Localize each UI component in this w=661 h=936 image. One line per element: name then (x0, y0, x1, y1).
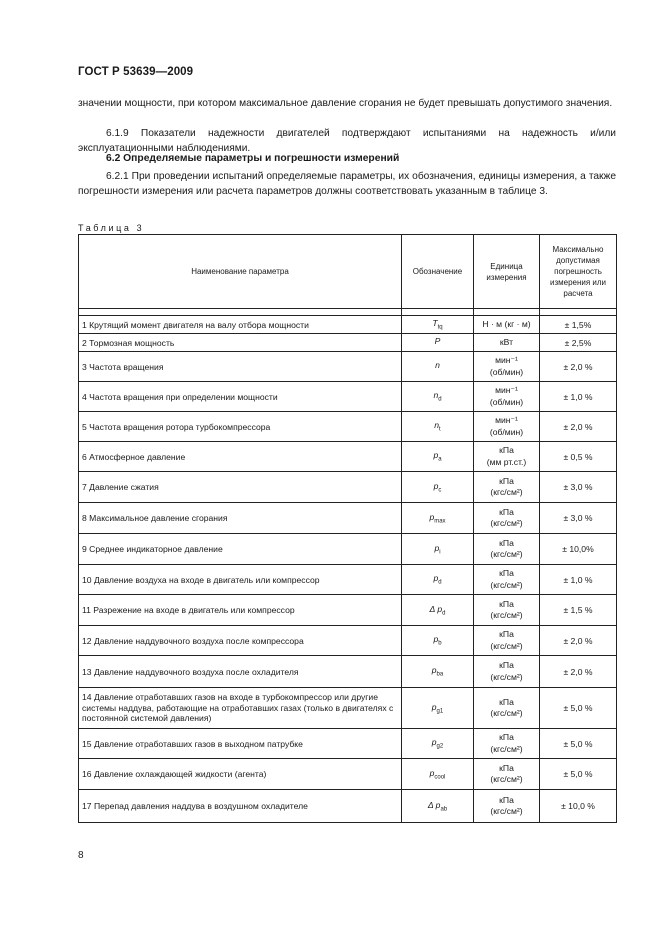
parameter-name: 16 Давление охлаждающей жидкости (агента) (79, 759, 402, 790)
table-row (79, 595, 617, 626)
parameter-tolerance: ± 2,0 % (540, 656, 617, 688)
symbol-base: p (433, 573, 439, 584)
parameter-symbol (402, 382, 474, 412)
parameter-unit (474, 790, 540, 823)
table-row (79, 626, 617, 656)
symbol-base: Δ p (427, 799, 441, 810)
unit-primary: кПа (499, 762, 514, 773)
parameter-symbol (402, 729, 474, 759)
parameter-unit (474, 656, 540, 688)
table-row (79, 534, 617, 565)
parameter-tolerance: ± 1,5% (540, 316, 617, 334)
unit-primary: кПа (499, 506, 514, 517)
symbol-base: p (431, 737, 437, 748)
parameter-symbol (402, 503, 474, 534)
parameter-unit (474, 316, 540, 334)
table-row (79, 656, 617, 688)
section-heading-6-2: 6.2 Определяемые параметры и погрешности измерений (106, 153, 400, 164)
parameter-tolerance: ± 3,0 % (540, 503, 617, 534)
symbol-subscript: max (434, 518, 446, 525)
parameter-unit (474, 688, 540, 729)
symbol-subscript: ab (440, 806, 448, 813)
parameter-unit (474, 729, 540, 759)
symbol-base: p (433, 634, 439, 645)
symbol-base: n (435, 360, 440, 371)
parameter-symbol (402, 316, 474, 334)
parameter-symbol (402, 790, 474, 823)
unit-primary: мин⁻¹ (495, 415, 518, 425)
parameter-name: 10 Давление воздуха на входе в двигатель или компрессор (79, 565, 402, 595)
parameter-symbol (402, 565, 474, 595)
symbol-base: p (434, 542, 440, 553)
parameter-tolerance: ± 10,0 % (540, 790, 617, 823)
parameter-tolerance: ± 5,0 % (540, 688, 617, 729)
unit-secondary: (об/мин) (489, 396, 524, 407)
parameter-symbol (402, 688, 474, 729)
unit-primary: кПа (499, 794, 514, 805)
paragraph-6-1-9: 6.1.9 Показатели надежности двигателей подтверждают испытаниями на надежность и/или эксплуатационными наблюдениями. (78, 128, 616, 155)
parameter-name: 3 Частота вращения (79, 352, 402, 382)
table-row (79, 352, 617, 382)
parameter-unit (474, 382, 540, 412)
parameter-name: 9 Среднее индикаторное давление (79, 534, 402, 565)
symbol-subscript: t (439, 426, 441, 433)
parameter-symbol (402, 595, 474, 626)
parameter-name: 6 Атмосферное давление (79, 442, 402, 472)
unit-primary: кПа (499, 598, 514, 609)
table-header-row (79, 235, 617, 309)
parameter-name: 8 Максимальное давление сгорания (79, 503, 402, 534)
parameter-name: 2 Тормозная мощность (79, 334, 402, 352)
symbol-base: p (431, 701, 437, 712)
parameter-symbol (402, 352, 474, 382)
unit-secondary: (кгс/см²) (490, 610, 523, 620)
symbol-subscript: ba (436, 671, 444, 678)
symbol-subscript: c (438, 487, 442, 494)
parameter-tolerance: ± 5,0 % (540, 759, 617, 790)
unit-secondary: (об/мин) (489, 366, 524, 377)
unit-secondary: (мм рт.ст.) (486, 456, 527, 467)
parameter-symbol (402, 442, 474, 472)
table-row (79, 790, 617, 823)
parameter-name: 12 Давление наддувочного воздуха после компрессора (79, 626, 402, 656)
symbol-base: p (431, 665, 437, 676)
symbol-base: p (429, 767, 435, 778)
symbol-base: p (433, 450, 439, 461)
symbol-subscript: a (438, 456, 442, 463)
symbol-subscript: d (442, 610, 446, 617)
parameter-symbol (402, 412, 474, 442)
parameter-unit (474, 565, 540, 595)
symbol-subscript: g2 (436, 743, 444, 750)
paragraph-continuation: значении мощности, при котором максимальное давление сгорания не будет превышать допустимого значения. (78, 98, 613, 109)
parameter-name: 4 Частота вращения при определении мощности (79, 382, 402, 412)
parameter-symbol (402, 534, 474, 565)
parameter-symbol (402, 472, 474, 503)
unit-primary: кПа (499, 732, 514, 742)
unit-secondary: (кгс/см²) (490, 640, 523, 651)
table-row (79, 565, 617, 595)
table-row (79, 382, 617, 412)
parameter-name: 13 Давление наддувочного воздуха после охладителя (79, 656, 402, 688)
unit-secondary: (кгс/см²) (490, 774, 523, 784)
parameter-unit (474, 534, 540, 565)
symbol-subscript: cool (434, 774, 446, 781)
parameter-unit (474, 352, 540, 382)
unit-secondary: (кгс/см²) (490, 671, 523, 682)
table-row (79, 503, 617, 534)
table-row (79, 759, 617, 790)
unit-secondary: (кгс/см²) (490, 549, 523, 559)
unit-primary: мин⁻¹ (495, 355, 518, 365)
parameter-symbol (402, 759, 474, 790)
unit-primary: мин⁻¹ (495, 385, 518, 395)
symbol-base: P (434, 336, 441, 347)
table-row (79, 334, 617, 352)
symbol-subscript: i (439, 549, 441, 556)
parameter-name: 11 Разрежение на входе в двигатель или компрессор (79, 595, 402, 626)
symbol-subscript: d (438, 396, 442, 403)
parameter-name: 14 Давление отработавших газов на входе в турбокомпрессор или другие системы наддува, работающие на отработавших газах (только в двигателях с постоянной системой давления) (79, 688, 402, 729)
table-row (79, 412, 617, 442)
parameter-tolerance: ± 10,0% (540, 534, 617, 565)
symbol-base: n (433, 390, 439, 401)
parameter-unit (474, 412, 540, 442)
unit-secondary: (кгс/см²) (490, 743, 523, 754)
parameter-unit (474, 334, 540, 352)
unit-primary: кПа (499, 629, 514, 639)
unit-primary: кПа (499, 696, 514, 707)
parameter-unit (474, 759, 540, 790)
page-number: 8 (78, 850, 84, 861)
symbol-base: p (433, 480, 439, 491)
header-symbol: Обозначение (402, 235, 474, 309)
symbol-base: n (434, 420, 440, 431)
document-code: ГОСТ Р 53639—2009 (78, 66, 194, 78)
paragraph-6-2-1: 6.2.1 При проведении испытаний определяемые параметры, их обозначения, единицы измерения, а также погрешности измерения или расчета параметров должны соответствовать указанным в таблице 3. (78, 171, 616, 198)
unit-secondary: (кгс/см²) (490, 518, 523, 528)
symbol-base: p (429, 511, 435, 522)
parameter-name: 1 Крутящий момент двигателя на валу отбора мощности (79, 316, 402, 334)
table-row (79, 316, 617, 334)
parameter-tolerance: ± 5,0 % (540, 729, 617, 759)
parameter-name: 5 Частота вращения ротора турбокомпрессора (79, 412, 402, 442)
parameter-name: 7 Давление сжатия (79, 472, 402, 503)
symbol-subscript: b (438, 640, 442, 647)
table-body (79, 309, 617, 823)
table-row (79, 688, 617, 729)
unit-secondary: (кгс/см²) (490, 579, 523, 590)
table-caption: Таблица 3 (78, 223, 145, 233)
unit-primary: кВт (499, 336, 514, 347)
parameter-symbol (402, 626, 474, 656)
parameter-symbol (402, 656, 474, 688)
parameter-tolerance: ± 0,5 % (540, 442, 617, 472)
unit-secondary: (кгс/см²) (490, 487, 523, 497)
symbol-base: T (432, 318, 438, 329)
parameter-unit (474, 472, 540, 503)
parameter-tolerance: ± 2,5% (540, 334, 617, 352)
parameter-tolerance: ± 1,0 % (540, 382, 617, 412)
parameter-unit (474, 442, 540, 472)
table-row (79, 472, 617, 503)
unit-primary: кПа (499, 537, 514, 548)
unit-primary: кПа (499, 660, 514, 670)
unit-secondary: (об/мин) (489, 426, 524, 437)
parameter-tolerance: ± 2,0 % (540, 626, 617, 656)
unit-secondary: (кгс/см²) (490, 806, 523, 816)
table-spacer-row (79, 309, 617, 316)
unit-primary: кПа (499, 475, 514, 486)
parameters-table (78, 234, 617, 823)
unit-secondary: (кгс/см²) (490, 708, 523, 718)
header-tolerance: Максимально допустимая погрешность измерения или расчета (540, 235, 617, 309)
header-unit: Единица измерения (474, 235, 540, 309)
unit-primary: кПа (499, 568, 514, 578)
parameter-unit (474, 503, 540, 534)
table-row (79, 442, 617, 472)
symbol-subscript: tq (437, 324, 443, 331)
parameter-tolerance: ± 2,0 % (540, 352, 617, 382)
symbol-subscript: g1 (436, 708, 444, 715)
parameter-tolerance: ± 2,0 % (540, 412, 617, 442)
parameter-unit (474, 626, 540, 656)
unit-primary: кПа (499, 445, 514, 455)
header-name: Наименование параметра (79, 235, 402, 309)
table-row (79, 729, 617, 759)
parameter-tolerance: ± 1,5 % (540, 595, 617, 626)
unit-primary: Н · м (кг · м) (482, 318, 531, 329)
symbol-base: Δ p (429, 603, 443, 614)
symbol-subscript: d (438, 579, 442, 586)
parameter-symbol (402, 334, 474, 352)
parameter-name: 17 Перепад давления наддува в воздушном охладителе (79, 790, 402, 823)
parameter-unit (474, 595, 540, 626)
parameter-tolerance: ± 3,0 % (540, 472, 617, 503)
parameter-name: 15 Давление отработавших газов в выходном патрубке (79, 729, 402, 759)
parameter-tolerance: ± 1,0 % (540, 565, 617, 595)
